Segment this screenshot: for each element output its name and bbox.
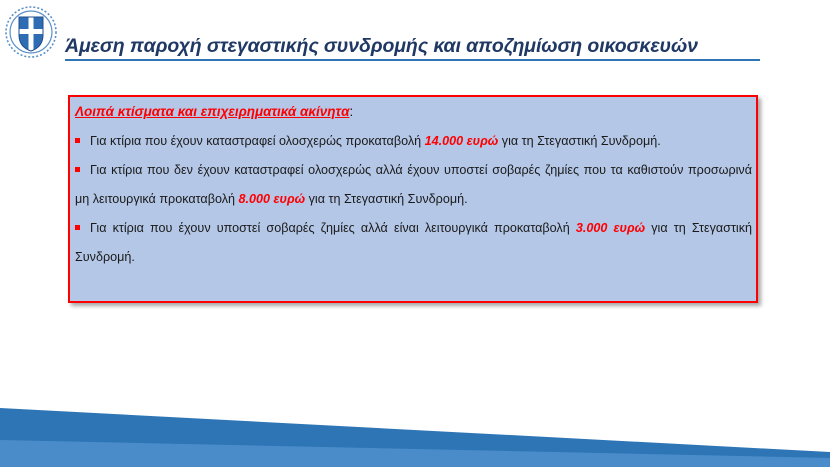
bullet-square-icon	[75, 167, 80, 172]
box-heading-colon: :	[349, 104, 354, 119]
title-underline	[65, 59, 760, 61]
info-box	[68, 95, 758, 303]
item-text: για τη Στεγαστική Συνδρομή.	[305, 192, 468, 206]
box-heading: Λοιπά κτίσματα και επιχειρηματικά ακίνητα	[75, 104, 350, 119]
item-text: Για κτίρια που έχουν υποστεί σοβαρές ζημίες αλλά είναι λειτουργικά προκαταβολή	[90, 221, 576, 235]
item-text: Για κτίρια που δεν έχουν καταστραφεί ολοσχερώς αλλά έχουν υποστεί σοβαρές ζημίες που τα καθιστούν προσωρινά μη λειτουργικά προκαταβολή	[75, 163, 752, 206]
list-item	[75, 214, 752, 272]
page-title: Άμεση παροχή στεγαστικής συνδρομής και αποζημίωση οικοσκευών	[65, 35, 698, 57]
item-amount: 3.000 ευρώ	[575, 221, 646, 235]
bullet-square-icon	[75, 138, 80, 143]
item-text: Για κτίρια που έχουν καταστραφεί ολοσχερώς προκαταβολή	[90, 134, 425, 148]
item-amount: 8.000 ευρώ	[238, 192, 306, 206]
greek-emblem-icon	[4, 5, 58, 59]
list-item	[75, 156, 752, 214]
item-text: για τη Στεγαστική Συνδρομή.	[75, 221, 753, 264]
item-text: για τη Στεγαστική Συνδρομή.	[498, 134, 661, 148]
list-item	[75, 127, 752, 156]
bullet-square-icon	[75, 225, 80, 230]
item-amount: 14.000 ευρώ	[424, 134, 499, 148]
box-heading-line	[75, 103, 752, 121]
